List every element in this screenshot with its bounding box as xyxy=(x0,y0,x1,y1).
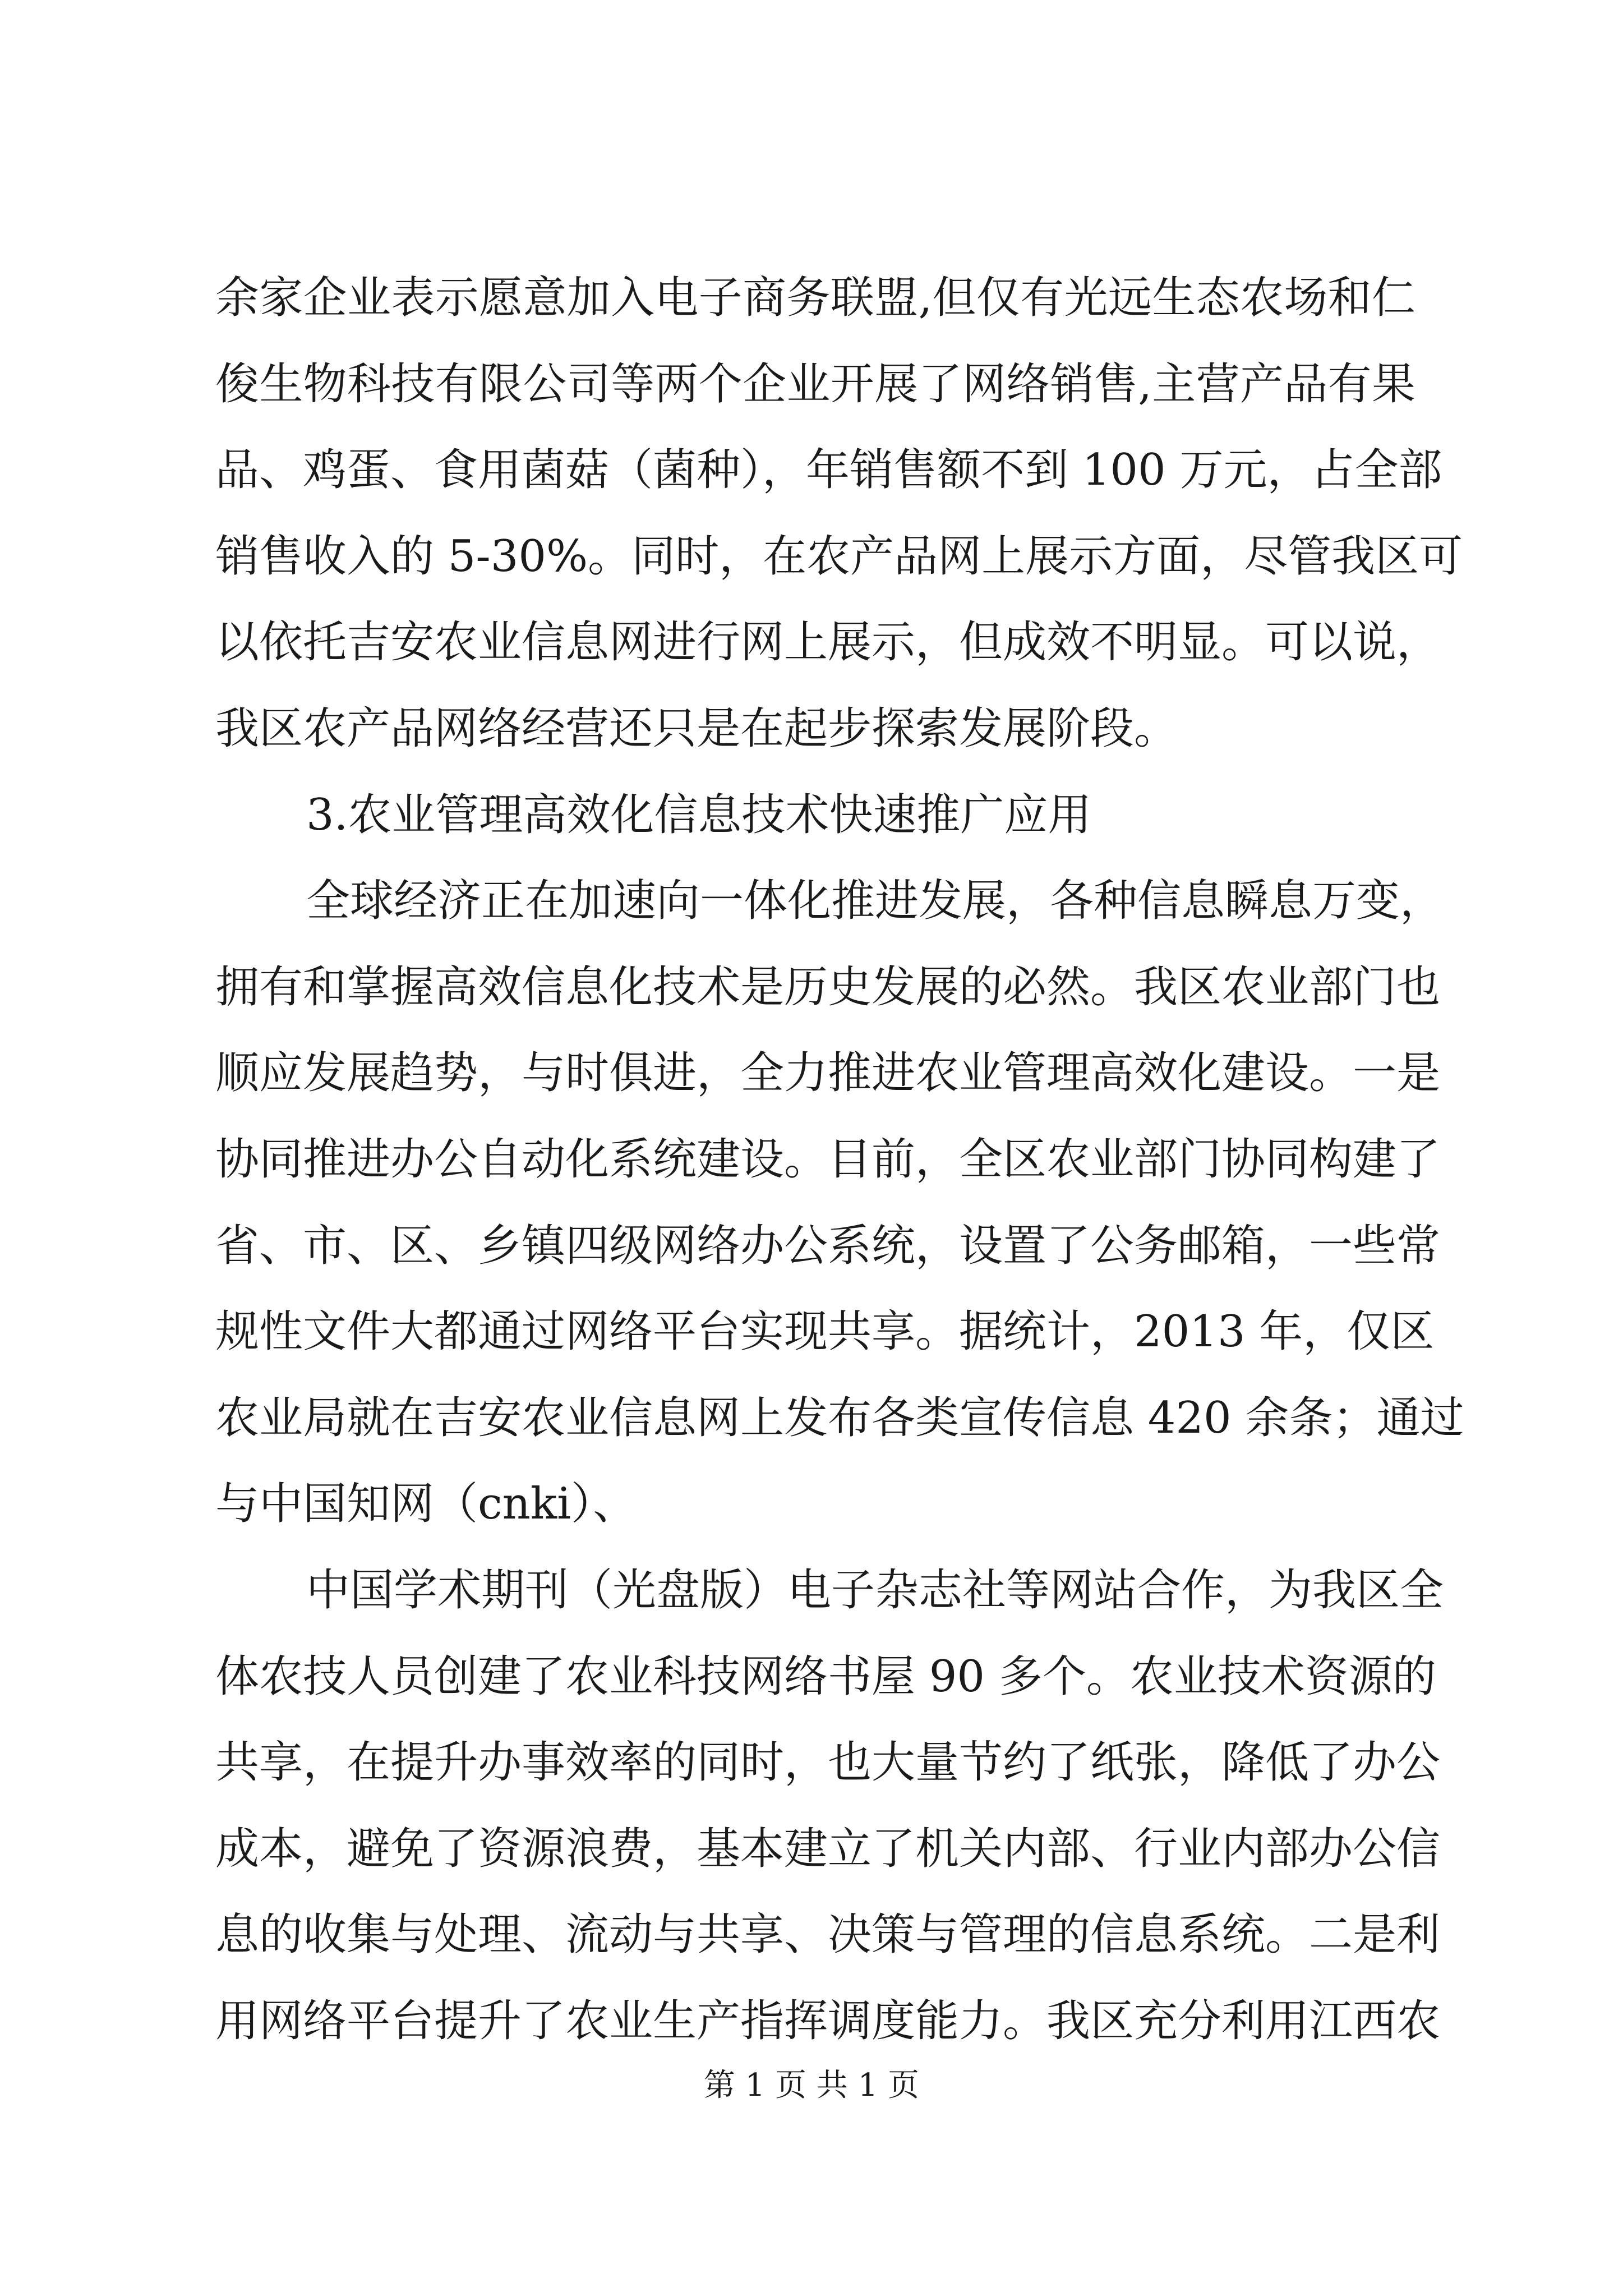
text-line: 规性文件大都通过网络平台实现共享。据统计，2013 年，仅区 xyxy=(215,1306,1435,1358)
text-line: 余家企业表示愿意加入电子商务联盟,但仅有光远生态农场和仁 xyxy=(215,273,1415,323)
text-line: 全球经济正在加速向一体化推进发展，各种信息瞬息万变， xyxy=(306,876,1444,927)
text-line: 我区农产品网络经营还只是在起步探索发展阶段。 xyxy=(215,703,1178,754)
text-line: 用网络平台提升了农业生产指挥调度能力。我区充分利用江西农 xyxy=(215,1995,1441,2046)
text-line: 顺应发展趋势，与时俱进，全力推进农业管理高效化建设。一是 xyxy=(215,1048,1441,1099)
text-line: 俊生物科技有限公司等两个企业开展了网络销售,主营产品有果 xyxy=(215,358,1415,409)
text-line: 共享，在提升办事效率的同时，也大量节约了纸张，降低了办公 xyxy=(215,1737,1441,1788)
text-line: 品、鸡蛋、食用菌菇（菌种），年销售额不到 100 万元，占全部 xyxy=(215,445,1442,496)
text-line: 协同推进办公自动化系统建设。目前，全区农业部门协同构建了 xyxy=(215,1134,1441,1185)
text-line: 省、市、区、乡镇四级网络办公系统，设置了公务邮箱，一些常 xyxy=(215,1220,1441,1271)
text-line: 拥有和掌握高效信息化技术是历史发展的必然。我区农业部门也 xyxy=(215,961,1441,1013)
section-heading: 3.农业管理高效化信息技术快速推广应用 xyxy=(306,789,1092,840)
text-line: 农业局就在吉安农业信息网上发布各类宣传信息 420 余条；通过 xyxy=(215,1392,1464,1443)
text-line: 销售收入的 5-30%。同时，在农产品网上展示方面，尽管我区可 xyxy=(215,531,1463,582)
text-line: 体农技人员创建了农业科技网络书屋 90 多个。农业技术资源的 xyxy=(215,1651,1436,1702)
text-line: 息的收集与处理、流动与共享、决策与管理的信息系统。二是利 xyxy=(215,1910,1441,1961)
text-line: 以依托吉安农业信息网进行网上展示，但成效不明显。可以说， xyxy=(215,617,1441,668)
text-line: 成本，避免了资源浪费，基本建立了机关内部、行业内部办公信 xyxy=(215,1823,1441,1874)
page-footer: 第 1 页 共 1 页 xyxy=(703,2067,920,2104)
text-line: 与中国知网（cnki）、 xyxy=(215,1479,637,1530)
body-text xyxy=(215,255,1464,2064)
text-line: 中国学术期刊（光盘版）电子杂志社等网站合作，为我区全 xyxy=(306,1565,1444,1616)
